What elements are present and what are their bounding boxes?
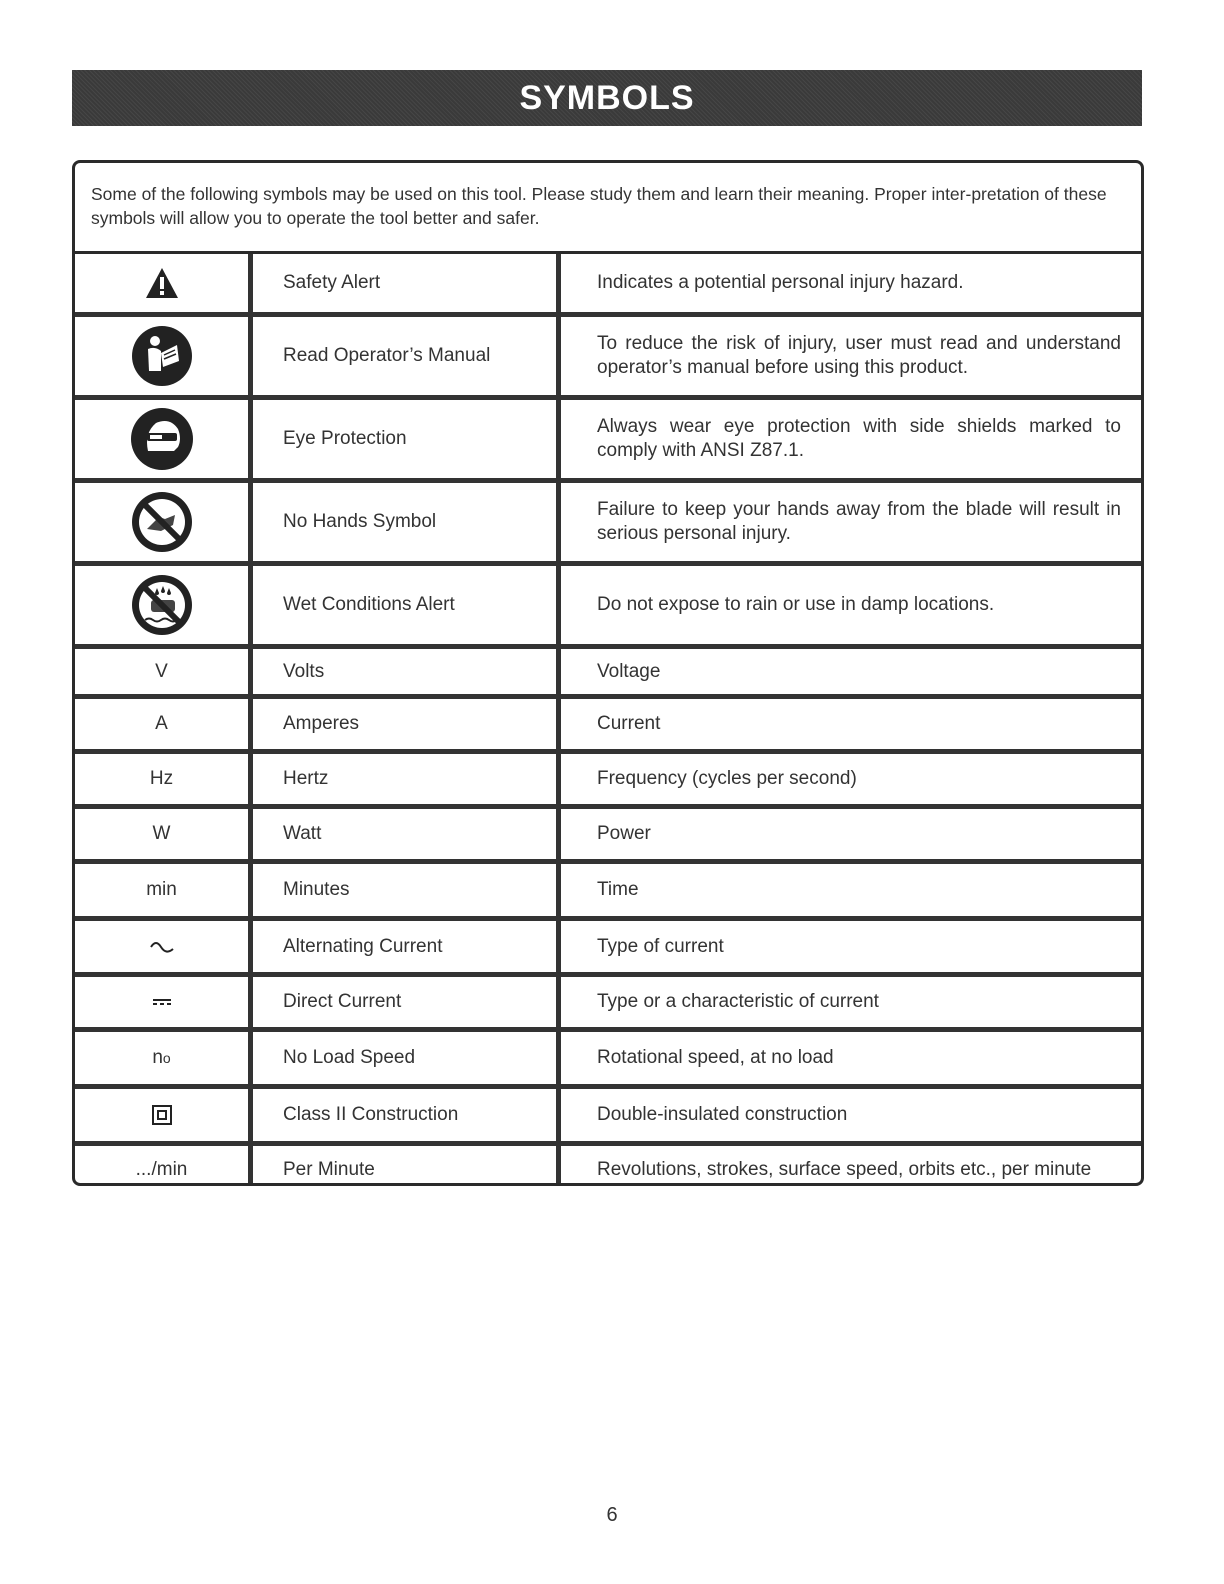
table-row [75, 809, 1141, 864]
symbol-meaning: Double-insulated construction [597, 1104, 848, 1125]
symbol-name: Read Operator’s Manual [253, 317, 561, 395]
symbol-text [75, 1032, 253, 1084]
table-row [75, 1032, 1141, 1089]
symbol-base: n [152, 1047, 163, 1068]
symbol-text: .../min [75, 1146, 253, 1186]
symbol-name: No Load Speed [253, 1032, 561, 1084]
intro-text: Some of the following symbols may be used on this tool. Please study them and learn their meaning. Proper inter-pretation of these symbols will allow you to operate the tool better and safer. [75, 163, 1141, 254]
direct-current-icon [75, 977, 253, 1027]
symbol-name: Class II Construction [253, 1089, 561, 1141]
no-hands-icon [75, 483, 253, 561]
table-row [75, 864, 1141, 921]
symbol-meaning: Always wear eye protection with side shields marked to comply with ANSI Z87.1. [597, 416, 1121, 461]
symbol-meaning: Failure to keep your hands away from the blade will result in serious personal injury. [597, 499, 1121, 544]
table-row [75, 754, 1141, 809]
symbol-name: Minutes [253, 864, 561, 916]
symbol-name: Safety Alert [253, 254, 561, 312]
alternating-current-icon [75, 921, 253, 972]
symbol-text: Hz [75, 754, 253, 804]
class-ii-construction-icon [75, 1089, 253, 1141]
section-title-bar [72, 70, 1142, 126]
wet-conditions-icon [75, 566, 253, 644]
symbols-table [72, 160, 1144, 1186]
symbol-name: Per Minute [253, 1146, 561, 1186]
symbol-name: Alternating Current [253, 921, 561, 972]
symbol-subscript: o [162, 1050, 171, 1066]
table-row [75, 254, 1141, 317]
read-manual-icon [75, 317, 253, 395]
symbol-meaning: Time [597, 879, 639, 900]
symbol-name: Hertz [253, 754, 561, 804]
symbol-name: Direct Current [253, 977, 561, 1027]
symbol-text: min [75, 864, 253, 916]
symbol-meaning: Frequency (cycles per second) [597, 768, 857, 789]
symbol-name: Eye Protection [253, 400, 561, 478]
table-row [75, 921, 1141, 977]
symbol-text: W [75, 809, 253, 859]
table-row [75, 977, 1141, 1032]
symbol-text: V [75, 649, 253, 694]
symbol-meaning: Type or a characteristic of current [597, 991, 879, 1012]
table-row [75, 1146, 1141, 1186]
symbol-name: Wet Conditions Alert [253, 566, 561, 644]
symbol-name: Volts [253, 649, 561, 694]
symbol-name: Amperes [253, 699, 561, 749]
symbol-text: A [75, 699, 253, 749]
symbols-rows [75, 254, 1141, 1186]
symbol-meaning: Power [597, 823, 651, 844]
symbol-meaning: Current [597, 713, 661, 734]
eye-protection-icon [75, 400, 253, 478]
symbol-meaning: Rotational speed, at no load [597, 1047, 834, 1068]
symbol-meaning: Type of current [597, 935, 724, 957]
table-row [75, 566, 1141, 649]
table-row [75, 317, 1141, 400]
symbol-meaning: To reduce the risk of injury, user must read and understand operator’s manual before using this product. [597, 333, 1121, 378]
table-row [75, 699, 1141, 754]
safety-alert-icon [75, 254, 253, 312]
page-title: SYMBOLS [519, 78, 695, 117]
symbol-name: No Hands Symbol [253, 483, 561, 561]
table-row [75, 400, 1141, 483]
symbol-meaning: Indicates a potential personal injury hazard. [597, 272, 964, 293]
symbol-meaning: Do not expose to rain or use in damp locations. [597, 594, 995, 615]
symbol-name: Watt [253, 809, 561, 859]
table-row [75, 649, 1141, 699]
page-number: 6 [606, 1504, 618, 1526]
table-row [75, 1089, 1141, 1146]
table-row [75, 483, 1141, 566]
symbol-meaning: Revolutions, strokes, surface speed, orbits etc., per minute [597, 1159, 1092, 1180]
symbol-meaning: Voltage [597, 660, 661, 682]
